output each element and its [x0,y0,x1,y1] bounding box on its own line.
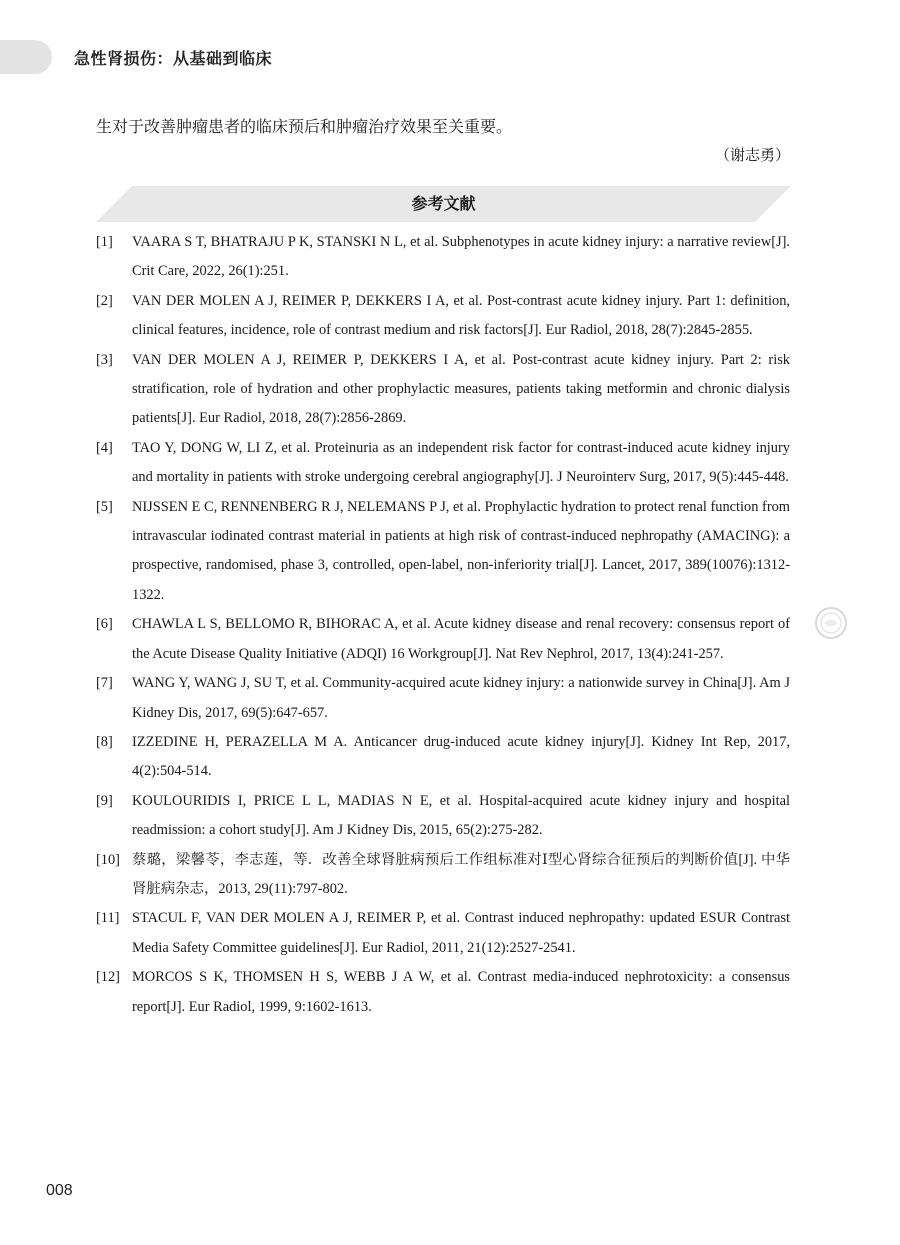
reference-number: [3] [96,351,113,368]
reference-text: 蔡璐，梁馨苓，李志莲，等．改善全球肾脏病预后工作组标准对Ⅰ型心肾综合征预后的判断价值[J]. 中华肾脏病杂志，2013, 29(11):797-802. [132,851,790,897]
reference-item [96,846,790,905]
reference-number: [10] [96,851,120,868]
reference-text: VAN DER MOLEN A J, REIMER P, DEKKERS I A, et al. Post-contrast acute kidney injury. Part 1: definition, clinical features, incidence, role of contrast medium and risk factors[J]. Eur Radiol, 2018, 28(7):2845-2855. [132,292,790,339]
reference-number: [5] [96,498,113,515]
reference-item [96,904,790,963]
reference-text: CHAWLA L S, BELLOMO R, BIHORAC A, et al. Acute kidney disease and renal recovery: consensus report of the Acute Disease Quality Initiative (ADQI) 16 Workgroup[J]. Nat Rev Nephrol, 2017, 13(4):241-257. [132,616,790,662]
reference-list [96,228,790,1022]
reference-text: IZZEDINE H, PERAZELLA M A. Anticancer drug-induced acute kidney injury[J]. Kidney Int Rep, 2017, 4(2):504-514. [132,733,790,780]
reference-text: WANG Y, WANG J, SU T, et al. Community-acquired acute kidney injury: a nationwide survey in China[J]. Am J Kidney Dis, 2017, 69(5):647-657. [132,675,790,721]
reference-text: VAARA S T, BHATRAJU P K, STANSKI N L, et al. Subphenotypes in acute kidney injury: a narrative review[J]. Crit Care, 2022, 26(1):251. [132,234,790,280]
reference-item [96,669,790,728]
reference-number: [4] [96,439,113,456]
reference-text: STACUL F, VAN DER MOLEN A J, REIMER P, et al. Contrast induced nephropathy: updated ESUR Contrast Media Safety Committee guidelines[J]. Eur Radiol, 2011, 21(12):2527-2541. [132,910,790,956]
reference-number: [9] [96,792,113,809]
reference-text: TAO Y, DONG W, LI Z, et al. Proteinuria as an independent risk factor for contrast-induced acute kidney injury and mortality in patients with stroke undergoing cerebral angiography[J]. J Neurointerv Surg, 2017, 9(5):445-448. [132,439,790,486]
header-tab-decoration [0,40,52,74]
page-number: 008 [46,1182,73,1199]
reference-item [96,434,790,493]
reference-text: NIJSSEN E C, RENNENBERG R J, NELEMANS P J, et al. Prophylactic hydration to protect renal function from intravascular iodinated contrast material in patients at high risk of contrast-induced nephropathy (AMACING): a prospective, randomised, phase 3, controlled, open-label, non-inferiority trial[J]. Lancet, 2017, 389(10076):1312-1322. [132,498,790,603]
reference-item [96,493,790,611]
references-heading: 参考文献 [411,194,476,213]
running-title: 急性肾损伤：从基础到临床 [74,49,273,68]
reference-text: VAN DER MOLEN A J, REIMER P, DEKKERS I A, et al. Post-contrast acute kidney injury. Part 2: risk stratification, role of hydration and other prophylactic measures, patients taking metformin and chronic dialysis patients[J]. Eur Radiol, 2018, 28(7):2856-2869. [132,351,790,427]
reference-item [96,346,790,434]
author-credit: （谢志勇） [714,148,790,164]
reference-item [96,787,790,846]
reference-number: [7] [96,675,113,692]
reference-number: [12] [96,969,120,986]
reference-text: MORCOS S K, THOMSEN H S, WEBB J A W, et al. Contrast media-induced nephrotoxicity: a consensus report[J]. Eur Radiol, 1999, 9:1602-1613. [132,969,790,1015]
reference-item [96,610,790,669]
closing-sentence: 生对于改善肿瘤患者的临床预后和肿瘤治疗效果至关重要。 [96,119,513,136]
reference-item [96,728,790,787]
reference-item [96,287,790,346]
reference-item [96,228,790,287]
reference-item [96,963,790,1022]
reference-number: [6] [96,616,113,633]
reference-number: [1] [96,234,113,250]
reference-number: [11] [96,910,120,927]
circular-logo-icon [814,606,848,640]
reference-number: [8] [96,733,113,750]
reference-number: [2] [96,292,113,309]
reference-text: KOULOURIDIS I, PRICE L L, MADIAS N E, et al. Hospital-acquired acute kidney injury and hospital readmission: a cohort study[J]. Am J Kidney Dis, 2015, 65(2):275-282. [132,792,790,839]
